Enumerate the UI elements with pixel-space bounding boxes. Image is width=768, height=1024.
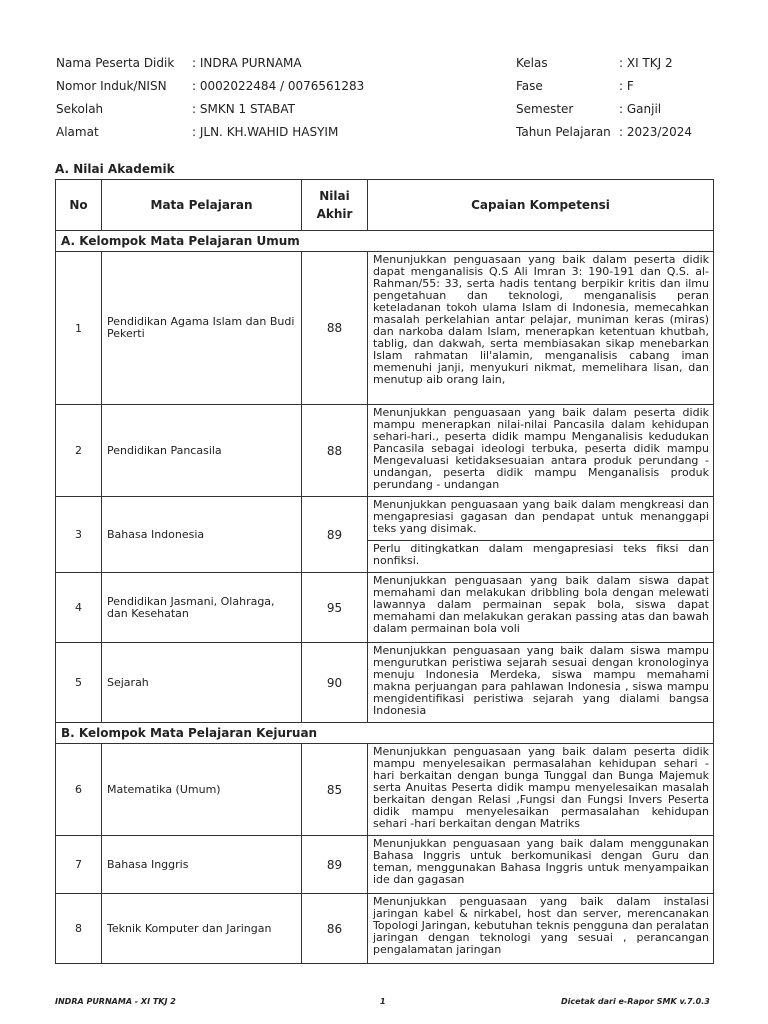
row-competency: Menunjukkan penguasaan yang baik dalam instalasi jaringan kabel & nirkabel, host dan server, merencanakan Topologi Jaringan, kebutuhan teknis pengguna dan peralatan jaringan dengan teknologi yang sesuai , perancangan pengalamatan jaringan	[368, 894, 714, 964]
info-row-school	[56, 98, 364, 121]
row-score: 88	[302, 252, 368, 405]
info-row-name	[56, 52, 364, 75]
header-score-line1: Nilai	[319, 189, 350, 203]
row-competency: Menunjukkan penguasaan yang baik dalam mengkreasi dan mengapresiasi gagasan dan pendapat untuk menanggapi teks yang disimak.	[368, 497, 714, 541]
footer-student: INDRA PURNAMA - XI TKJ 2	[55, 997, 176, 1006]
student-info-left	[56, 52, 364, 144]
header-final-score	[302, 180, 368, 231]
student-info-right	[516, 52, 692, 144]
info-label: Nomor Induk/NISN	[56, 79, 167, 93]
info-label: Sekolah	[56, 102, 104, 116]
header-no: No	[56, 180, 102, 231]
info-value: : F	[619, 79, 634, 93]
group-row	[56, 723, 714, 744]
row-no: 1	[56, 252, 102, 405]
info-row-phase	[516, 75, 692, 98]
row-subject: Pendidikan Agama Islam dan Budi Pekerti	[102, 252, 302, 405]
info-row-year	[516, 121, 692, 144]
row-score: 89	[302, 497, 368, 573]
row-subject: Bahasa Indonesia	[102, 497, 302, 573]
table-row	[56, 252, 714, 405]
info-label: Fase	[516, 79, 543, 93]
info-row-class	[516, 52, 692, 75]
grades-table	[55, 179, 714, 964]
footer-printed-by: Dicetak dari e-Rapor SMK v.7.0.3	[561, 997, 710, 1006]
info-label: Nama Peserta Didik	[56, 56, 175, 70]
info-row-semester	[516, 98, 692, 121]
row-competency: Menunjukkan penguasaan yang baik dalam peserta didik dapat menganalisis Q.S Ali Imran 3: 190-191 dan Q.S. al-Rahman/55: 33, serta hadis tentang berpikir kritis dan ilmu pengetahuan dan teknologi, menganalisis peran keteladanan tokoh ulama Islam di Indonesia, memecahkan masalah perkelahian antar pelajar, muniman keras (miras) dan narkoba dalam Islam, menerapkan ketentuan khutbah, tablig, dan dakwah, serta membiasakan sikap menebarkan Islam rahmatan lil'alamin, menganalisis cabang iman memenuhi janji, menyukuri nikmat, memelihara lisan, dan menutup aib orang lain,	[368, 252, 714, 405]
row-no: 8	[56, 894, 102, 964]
row-competency: Menunjukkan penguasaan yang baik dalam peserta didik mampu menerapkan nilai-nilai Pancasila dalam kehidupan sehari-hari., peserta didik mampu Menganalisis kedudukan Pancasila sebagai ideologi terbuka, peserta didik mampu Mengevaluasi ketidaksesuaian antara produk perundang - undangan, peserta didik mampu Menganalisis produk perundang - undangan	[368, 405, 714, 497]
info-row-address	[56, 121, 364, 144]
info-label: Kelas	[516, 56, 548, 70]
section-title: A. Nilai Akademik	[55, 162, 175, 176]
info-value: : Ganjil	[619, 102, 662, 116]
row-competency: Menunjukkan penguasaan yang baik dalam siswa mampu mengurutkan peristiwa sejarah sesuai dengan kronologinya menuju Indonesia Merdeka, siswa mampu memahami makna perjuangan para pahlawan Indonesia , siswa mampu mengidentifikasi peristiwa sejarah yang dialami bangsa Indonesia	[368, 643, 714, 723]
row-competency: Menunjukkan penguasaan yang baik dalam siswa dapat memahami dan melakukan dribbling bola dengan melewati lawannya dalam permainan sepak bola, siswa dapat memahami dan melakukan gerakan passing atas dan bawah dalam permainan bola voli	[368, 573, 714, 643]
row-subject: Bahasa Inggris	[102, 836, 302, 894]
row-competency: Menunjukkan penguasaan yang baik dalam peserta didik mampu menyelesaikan permasalahan kehidupan sehari -hari berkaitan dengan bunga Tunggal dan Bunga Majemuk serta Anuitas Peserta didik mampu menyelesaikan masalah berkaitan dengan Relasi ,Fungsi dan Fungsi Invers Peserta didik mampu menyelesaikan permasalahan kehidupan sehari -hari berkaitan dengan Matriks	[368, 744, 714, 836]
row-score: 89	[302, 836, 368, 894]
group-label-general: A. Kelompok Mata Pelajaran Umum	[56, 231, 714, 252]
row-competency: Menunjukkan penguasaan yang baik dalam menggunakan Bahasa Inggris untuk berkomunikasi dengan Guru dan teman, menggunakan Bahasa Inggris untuk menyampaikan ide dan gagasan	[368, 836, 714, 894]
row-score: 90	[302, 643, 368, 723]
table-row	[56, 894, 714, 964]
info-label: Semester	[516, 102, 574, 116]
header-score-line2: Akhir	[316, 207, 353, 221]
table-row	[56, 497, 714, 541]
row-subject: Matematika (Umum)	[102, 744, 302, 836]
table-row	[56, 643, 714, 723]
row-score: 95	[302, 573, 368, 643]
row-subject: Pendidikan Pancasila	[102, 405, 302, 497]
row-subject: Pendidikan Jasmani, Olahraga, dan Kesehatan	[102, 573, 302, 643]
info-row-nisn	[56, 75, 364, 98]
row-no: 6	[56, 744, 102, 836]
footer-page-number: 1	[380, 997, 386, 1006]
row-score: 88	[302, 405, 368, 497]
table-header-row	[56, 180, 714, 231]
info-value: : SMKN 1 STABAT	[192, 102, 296, 116]
row-no: 3	[56, 497, 102, 573]
row-competency-note: Perlu ditingkatkan dalam mengapresiasi teks fiksi dan nonfiksi.	[368, 541, 714, 573]
group-label-vocational: B. Kelompok Mata Pelajaran Kejuruan	[56, 723, 714, 744]
table-row	[56, 405, 714, 497]
row-no: 7	[56, 836, 102, 894]
table-row	[56, 836, 714, 894]
row-score: 85	[302, 744, 368, 836]
info-value: : XI TKJ 2	[619, 56, 673, 70]
row-no: 5	[56, 643, 102, 723]
row-no: 2	[56, 405, 102, 497]
info-label: Tahun Pelajaran	[516, 125, 611, 139]
info-value: : 0002022484 / 0076561283	[192, 79, 365, 93]
row-no: 4	[56, 573, 102, 643]
header-subject: Mata Pelajaran	[102, 180, 302, 231]
info-label: Alamat	[56, 125, 99, 139]
table-row	[56, 573, 714, 643]
info-value: : JLN. KH.WAHID HASYIM	[192, 125, 339, 139]
header-competency: Capaian Kompetensi	[368, 180, 714, 231]
group-row	[56, 231, 714, 252]
info-value: : 2023/2024	[619, 125, 692, 139]
info-value: : INDRA PURNAMA	[192, 56, 302, 70]
row-subject: Sejarah	[102, 643, 302, 723]
table-row	[56, 744, 714, 836]
row-subject: Teknik Komputer dan Jaringan	[102, 894, 302, 964]
row-score: 86	[302, 894, 368, 964]
